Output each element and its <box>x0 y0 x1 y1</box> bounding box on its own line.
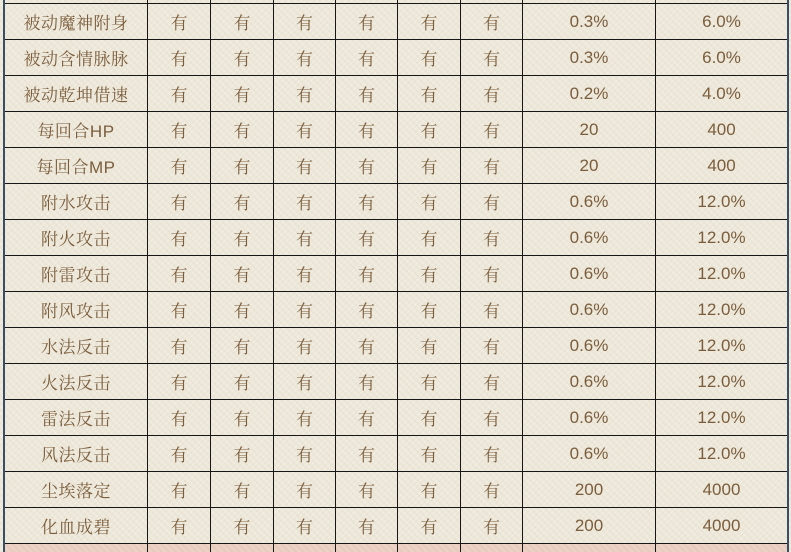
availability-cell: 有 <box>398 76 461 112</box>
empty-cell <box>336 544 398 552</box>
value-cell: 6.0% <box>656 4 787 40</box>
table-row <box>5 508 787 544</box>
skill-name-cell: 每回合MP <box>5 148 148 184</box>
availability-cell: 有 <box>274 472 336 508</box>
availability-cell: 有 <box>398 292 461 328</box>
value-cell: 400 <box>656 148 787 184</box>
value-cell: 12.0% <box>656 364 787 400</box>
table-row <box>5 220 787 256</box>
availability-cell: 有 <box>211 472 274 508</box>
skill-name-cell: 被动魔神附身 <box>5 4 148 40</box>
availability-cell: 有 <box>398 184 461 220</box>
skill-name-cell: 附雷攻击 <box>5 256 148 292</box>
empty-cell <box>148 544 211 552</box>
availability-cell: 有 <box>461 256 523 292</box>
value-cell: 0.6% <box>523 256 656 292</box>
skill-name-cell: 每回合HP <box>5 112 148 148</box>
availability-cell: 有 <box>461 508 523 544</box>
table-row <box>5 4 787 40</box>
value-cell: 4.0% <box>656 76 787 112</box>
availability-cell: 有 <box>274 4 336 40</box>
value-cell: 200 <box>523 508 656 544</box>
skill-name-cell: 火法反击 <box>5 364 148 400</box>
availability-cell: 有 <box>336 508 398 544</box>
availability-cell: 有 <box>211 220 274 256</box>
availability-cell: 有 <box>336 220 398 256</box>
table-row <box>5 112 787 148</box>
value-cell: 0.2% <box>523 76 656 112</box>
value-cell: 0.3% <box>523 4 656 40</box>
table-row <box>5 436 787 472</box>
value-cell: 400 <box>656 112 787 148</box>
table-row <box>5 76 787 112</box>
availability-cell: 有 <box>398 4 461 40</box>
table-row <box>5 364 787 400</box>
availability-cell: 有 <box>461 472 523 508</box>
table-row <box>5 184 787 220</box>
skill-name-cell: 附水攻击 <box>5 184 148 220</box>
table-row <box>5 292 787 328</box>
availability-cell: 有 <box>461 40 523 76</box>
value-cell: 0.3% <box>523 40 656 76</box>
availability-cell: 有 <box>461 76 523 112</box>
empty-cell <box>274 544 336 552</box>
availability-cell: 有 <box>211 4 274 40</box>
availability-cell: 有 <box>211 184 274 220</box>
skill-name-cell: 风法反击 <box>5 436 148 472</box>
availability-cell: 有 <box>398 472 461 508</box>
availability-cell: 有 <box>461 292 523 328</box>
availability-cell: 有 <box>336 40 398 76</box>
skills-table <box>3 0 789 552</box>
value-cell: 20 <box>523 148 656 184</box>
availability-cell: 有 <box>274 292 336 328</box>
skill-name-cell: 雷法反击 <box>5 400 148 436</box>
availability-cell: 有 <box>461 184 523 220</box>
value-cell: 0.6% <box>523 364 656 400</box>
table-row <box>5 400 787 436</box>
empty-cell <box>461 544 523 552</box>
availability-cell: 有 <box>461 112 523 148</box>
availability-cell: 有 <box>398 256 461 292</box>
availability-cell: 有 <box>274 148 336 184</box>
availability-cell: 有 <box>274 436 336 472</box>
value-cell: 12.0% <box>656 220 787 256</box>
availability-cell: 有 <box>274 220 336 256</box>
value-cell: 6.0% <box>656 40 787 76</box>
availability-cell: 有 <box>211 112 274 148</box>
availability-cell: 有 <box>461 148 523 184</box>
value-cell: 0.6% <box>523 400 656 436</box>
availability-cell: 有 <box>148 436 211 472</box>
availability-cell: 有 <box>211 256 274 292</box>
availability-cell: 有 <box>398 148 461 184</box>
availability-cell: 有 <box>211 400 274 436</box>
availability-cell: 有 <box>148 220 211 256</box>
availability-cell: 有 <box>274 364 336 400</box>
skill-name-cell: 被动乾坤借速 <box>5 76 148 112</box>
value-cell: 20 <box>523 112 656 148</box>
availability-cell: 有 <box>336 328 398 364</box>
value-cell: 0.6% <box>523 292 656 328</box>
availability-cell: 有 <box>274 184 336 220</box>
value-cell: 12.0% <box>656 256 787 292</box>
table-row <box>5 40 787 76</box>
availability-cell: 有 <box>148 400 211 436</box>
availability-cell: 有 <box>274 256 336 292</box>
availability-cell: 有 <box>274 76 336 112</box>
availability-cell: 有 <box>336 4 398 40</box>
availability-cell: 有 <box>211 292 274 328</box>
value-cell: 0.6% <box>523 436 656 472</box>
skill-name-cell: 附风攻击 <box>5 292 148 328</box>
availability-cell: 有 <box>148 472 211 508</box>
empty-cell <box>5 544 148 552</box>
availability-cell: 有 <box>274 328 336 364</box>
cropped-row-bottom <box>5 544 787 552</box>
skill-name-cell: 附火攻击 <box>5 220 148 256</box>
availability-cell: 有 <box>398 220 461 256</box>
availability-cell: 有 <box>336 400 398 436</box>
availability-cell: 有 <box>148 328 211 364</box>
empty-cell <box>656 544 787 552</box>
availability-cell: 有 <box>148 256 211 292</box>
availability-cell: 有 <box>398 508 461 544</box>
availability-cell: 有 <box>211 508 274 544</box>
value-cell: 12.0% <box>656 328 787 364</box>
value-cell: 4000 <box>656 472 787 508</box>
availability-cell: 有 <box>274 112 336 148</box>
value-cell: 12.0% <box>656 436 787 472</box>
skill-name-cell: 化血成碧 <box>5 508 148 544</box>
availability-cell: 有 <box>148 4 211 40</box>
availability-cell: 有 <box>336 364 398 400</box>
availability-cell: 有 <box>211 364 274 400</box>
availability-cell: 有 <box>336 184 398 220</box>
availability-cell: 有 <box>148 292 211 328</box>
availability-cell: 有 <box>461 364 523 400</box>
table-row <box>5 256 787 292</box>
availability-cell: 有 <box>398 40 461 76</box>
availability-cell: 有 <box>148 112 211 148</box>
availability-cell: 有 <box>398 436 461 472</box>
availability-cell: 有 <box>274 400 336 436</box>
empty-cell <box>523 544 656 552</box>
value-cell: 0.6% <box>523 220 656 256</box>
availability-cell: 有 <box>274 40 336 76</box>
availability-cell: 有 <box>211 76 274 112</box>
availability-cell: 有 <box>148 364 211 400</box>
table-row <box>5 148 787 184</box>
availability-cell: 有 <box>461 436 523 472</box>
value-cell: 12.0% <box>656 400 787 436</box>
availability-cell: 有 <box>148 184 211 220</box>
availability-cell: 有 <box>398 328 461 364</box>
availability-cell: 有 <box>398 364 461 400</box>
availability-cell: 有 <box>461 220 523 256</box>
availability-cell: 有 <box>336 292 398 328</box>
availability-cell: 有 <box>211 328 274 364</box>
table-row <box>5 328 787 364</box>
value-cell: 200 <box>523 472 656 508</box>
availability-cell: 有 <box>336 76 398 112</box>
availability-cell: 有 <box>211 148 274 184</box>
availability-cell: 有 <box>461 328 523 364</box>
skill-name-cell: 水法反击 <box>5 328 148 364</box>
availability-cell: 有 <box>336 472 398 508</box>
value-cell: 4000 <box>656 508 787 544</box>
availability-cell: 有 <box>336 112 398 148</box>
skill-name-cell: 尘埃落定 <box>5 472 148 508</box>
availability-cell: 有 <box>398 112 461 148</box>
availability-cell: 有 <box>148 40 211 76</box>
availability-cell: 有 <box>211 436 274 472</box>
availability-cell: 有 <box>336 436 398 472</box>
availability-cell: 有 <box>148 148 211 184</box>
table-row <box>5 472 787 508</box>
value-cell: 0.6% <box>523 184 656 220</box>
value-cell: 12.0% <box>656 292 787 328</box>
availability-cell: 有 <box>148 76 211 112</box>
availability-cell: 有 <box>274 508 336 544</box>
availability-cell: 有 <box>336 148 398 184</box>
availability-cell: 有 <box>461 4 523 40</box>
empty-cell <box>398 544 461 552</box>
value-cell: 12.0% <box>656 184 787 220</box>
availability-cell: 有 <box>336 256 398 292</box>
skill-name-cell: 被动含情脉脉 <box>5 40 148 76</box>
availability-cell: 有 <box>398 400 461 436</box>
value-cell: 0.6% <box>523 328 656 364</box>
availability-cell: 有 <box>461 400 523 436</box>
availability-cell: 有 <box>211 40 274 76</box>
availability-cell: 有 <box>148 508 211 544</box>
empty-cell <box>211 544 274 552</box>
